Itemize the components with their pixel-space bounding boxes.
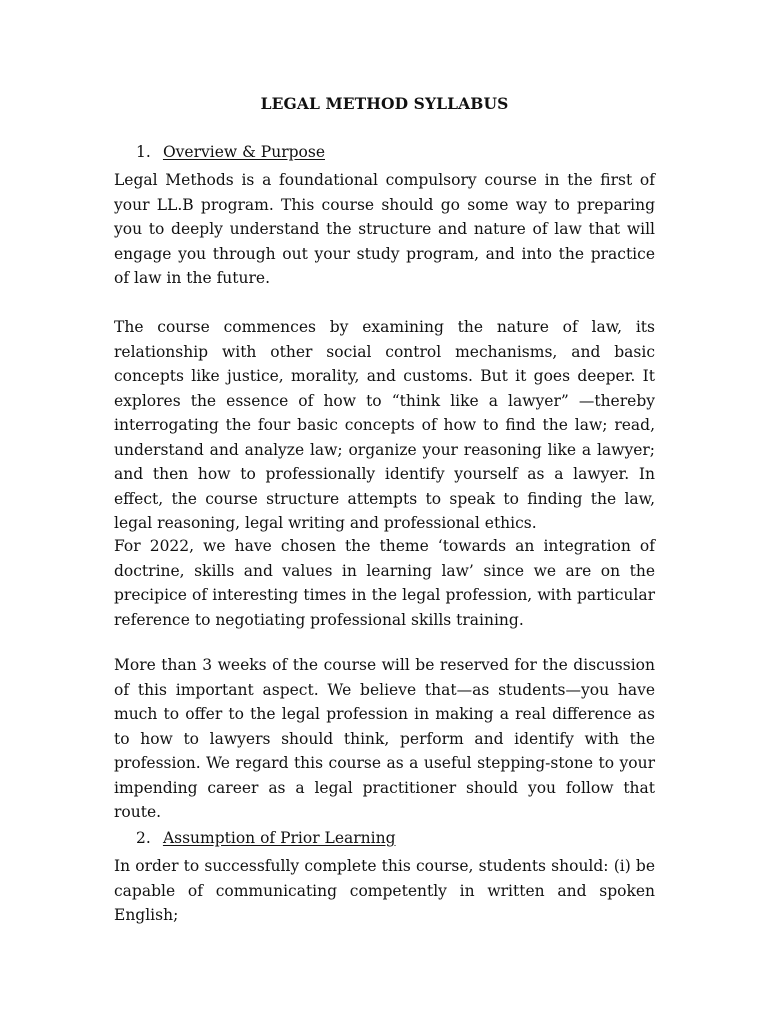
paragraph: Legal Methods is a foundational compulsory course in the first of your LL.B program. This course should go some way to preparing you to deeply understand the structure and nature of law that will engage you through out your study program, and into the practice of law in the future.: [114, 171, 655, 287]
paragraph: For 2022, we have chosen the theme ‘towards an integration of doctrine, skills and values in learning law’ since we are on the precipice of interesting times in the legal profession, with particular reference to negotiating professional skills training.: [114, 537, 655, 629]
section-heading-overview: [136, 140, 325, 164]
section-number: 1.: [136, 143, 151, 161]
section-heading-prior-learning: [136, 826, 396, 850]
paragraph: In order to successfully complete this course, students should: (i) be capable of communicating competently in written and spoken English;: [114, 857, 655, 924]
document-title: LEGAL METHOD SYLLABUS: [260, 94, 509, 113]
section-number: 2.: [136, 829, 151, 847]
paragraph: More than 3 weeks of the course will be reserved for the discussion of this important aspect. We believe that—as students—you have much to offer to the legal profession in making a real difference as to how to lawyers should think, perform and identify with the profession. We regard this course as a useful stepping-stone to your impending career as a legal practitioner should you follow that route.: [114, 656, 655, 821]
section-title: Assumption of Prior Learning: [162, 829, 396, 847]
section-title: Overview & Purpose: [162, 143, 325, 161]
paragraph: The course commences by examining the nature of law, its relationship with other social control mechanisms, and basic concepts like justice, morality, and customs. But it goes deeper. It explores the essence of how to “think like a lawyer” —thereby interrogating the four basic concepts of how to find the law; read, understand and analyze law; organize your reasoning like a lawyer; and then how to professionally identify yourself as a lawyer. In effect, the course structure attempts to speak to finding the law, legal reasoning, legal writing and professional ethics.: [114, 318, 655, 532]
